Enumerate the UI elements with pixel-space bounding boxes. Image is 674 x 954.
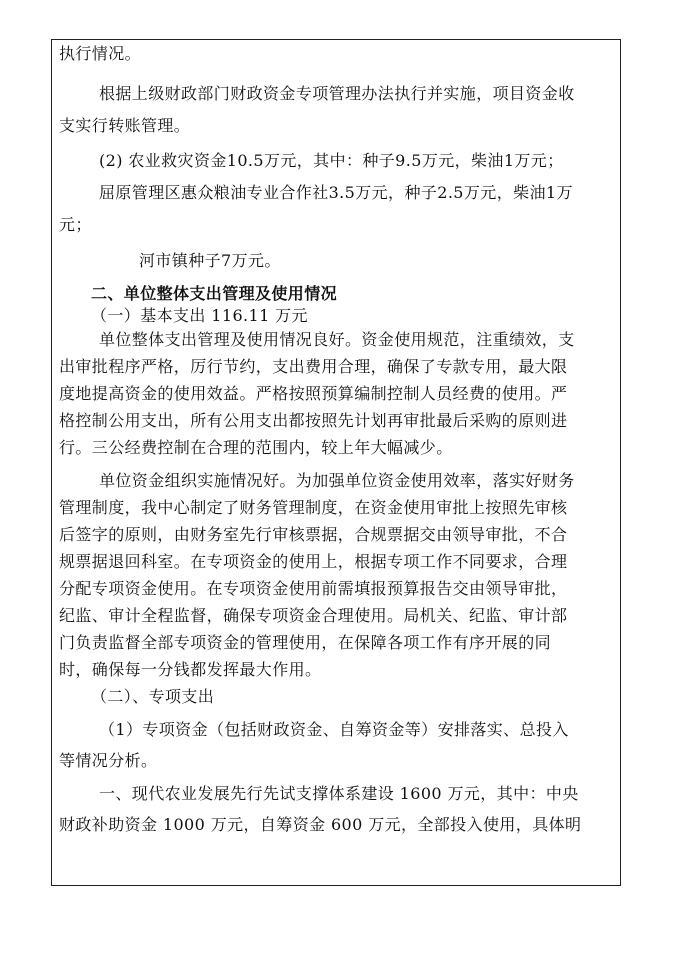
text-line: （1）专项资金（包括财政资金、自筹资金等）安排落实、总投入 [99,720,569,739]
text-line: 单位整体支出管理及使用情况良好。资金使用规范，注重绩效，支 [99,330,575,349]
text-line: 纪监、审计全程监督，确保专项资金合理使用。局机关、纪监、审计部 [59,606,568,625]
text-line: 时，确保每一分钱都发挥最大作用。 [59,660,322,679]
subsection-heading: （二）、专项支出 [91,687,215,706]
text-line: 后签字的原则，由财务室先行审核票据，合规票据交由领导审批，不合 [59,525,568,544]
text-line: 等情况分析。 [59,751,158,770]
text-line: 一、现代农业发展先行先试支撑体系建设 1600 万元，其中：中央 [99,784,579,803]
text-line: 格控制公用支出，所有公用支出都按照先计划再审批最后采购的原则进 [59,411,568,430]
text-line: 河市镇种子7万元。 [139,251,281,270]
subsection-heading: （一）基本支出 116.11 万元 [91,306,308,325]
section-heading: 二、单位整体支出管理及使用情况 [91,284,338,303]
text-line: 规票据退回科室。在专项资金的使用上，根据专项工作不同要求，合理 [59,552,568,571]
text-line: 单位资金组织实施情况好。为加强单位资金使用效率，落实好财务 [99,471,575,490]
text-line: 财政补助资金 1000 万元，自筹资金 600 万元，全部投入使用，具体明 [59,815,582,834]
text-line: 分配专项资金使用。在专项资金使用前需填报预算报告交由领导审批， [59,579,568,598]
text-line: 门负责监督全部专项资金的管理使用，在保障各项工作有序开展的同 [59,633,552,652]
text-line: 根据上级财政部门财政资金专项管理办法执行并实施，项目资金收 [99,84,575,103]
text-line: 执行情况。 [59,44,142,63]
text-line: 屈原管理区惠众粮油专业合作社3.5万元，种子2.5万元，柴油1万 [99,183,573,202]
text-line: 行。三公经费控制在合理的范围内，较上年大幅减少。 [59,438,453,457]
text-line: 度地提高资金的使用效益。严格按照预算编制控制人员经费的使用。严 [59,384,568,403]
text-line: 元； [59,215,92,234]
text-line: 管理制度，我中心制定了财务管理制度，在资金使用审批上按照先审核 [59,498,568,517]
text-line: 支实行转账管理。 [59,116,191,135]
text-line: 出审批程序严格，厉行节约，支出费用合理，确保了专款专用，最大限 [59,357,568,376]
text-line: (2) 农业救灾资金10.5万元，其中：种子9.5万元，柴油1万元； [99,151,564,170]
